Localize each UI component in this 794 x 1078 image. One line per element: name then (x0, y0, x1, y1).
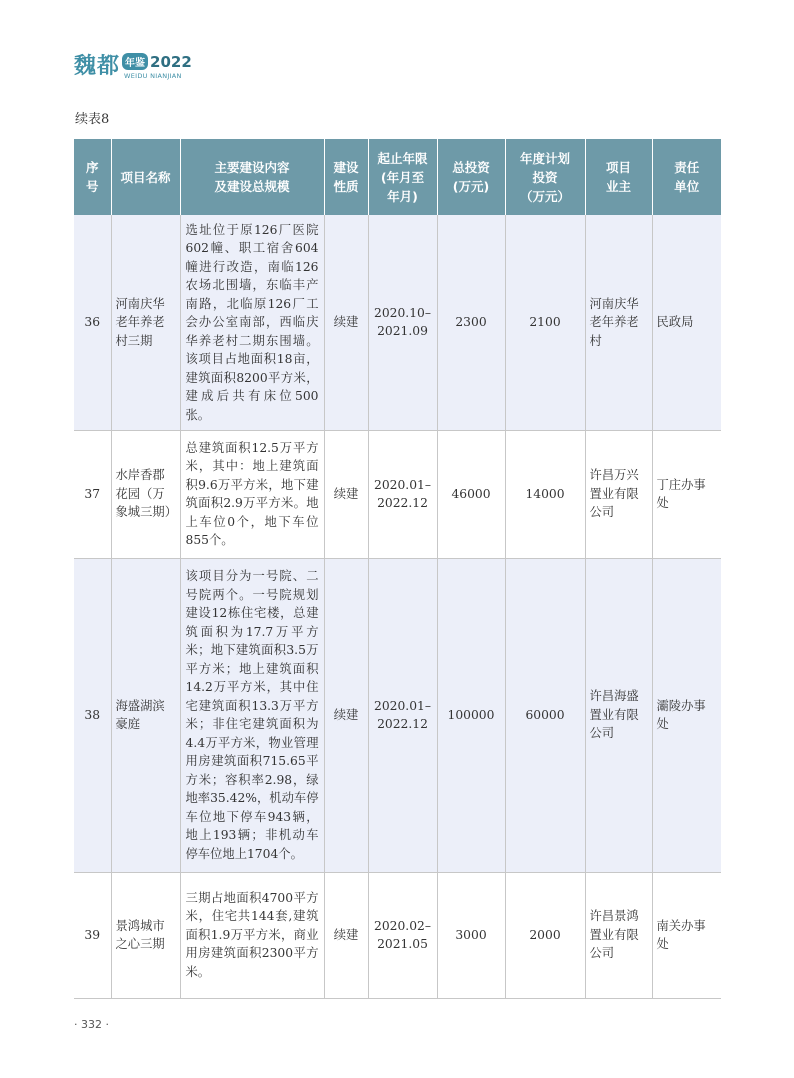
row-content: 该项目分为一号院、二号院两个。一号院规划建设12栋住宅楼，总建筑面积为17.7万平方米；地下建筑面积3.5万平方米；地上建筑面积14.2万平方米，其中住宅建筑面积13.3万平方米；非住宅建筑面积为4.4万平方米，物业管理用房建筑面积715.65平方米；容积率2.98，绿地率35.42%，机动车停车位地下停车943辆，地上193辆；非机动车停车位地上1704个。 (180, 558, 324, 872)
row-owner: 许昌景鸿置业有限公司 (585, 872, 652, 998)
table-header-row (74, 139, 721, 215)
col-header-content: 主要建设内容 及建设总规模 (180, 139, 324, 215)
row-owner: 河南庆华老年养老村 (585, 215, 652, 430)
col-header-owner: 项目 业主 (585, 139, 652, 215)
col-header-period: 起止年限 (年月至 年月) (368, 139, 437, 215)
row-nature: 续建 (324, 215, 368, 430)
logo-year: 2022 (150, 53, 192, 71)
page-number: · 332 · (74, 1018, 109, 1031)
row-annual: 2000 (505, 872, 585, 998)
row-owner: 许昌海盛置业有限公司 (585, 558, 652, 872)
row-name: 海盛湖滨豪庭 (111, 558, 180, 872)
table-row (74, 215, 721, 430)
row-period: 2020.01– 2022.12 (368, 558, 437, 872)
row-period: 2020.01– 2022.12 (368, 430, 437, 558)
row-unit: 民政局 (652, 215, 721, 430)
row-no: 38 (74, 558, 111, 872)
projects-table (74, 139, 721, 999)
row-no: 37 (74, 430, 111, 558)
row-no: 36 (74, 215, 111, 430)
row-content: 选址位于原126厂医院602幢、职工宿舍604幢进行改造，南临126农场北围墙，东临丰产南路，北临原126厂工会办公室南部，西临庆华养老村二期东围墙。该项目占地面积18亩，建筑面积8200平方米，建成后共有床位500张。 (180, 215, 324, 430)
row-period: 2020.02– 2021.05 (368, 872, 437, 998)
row-annual: 2100 (505, 215, 585, 430)
table-row (74, 872, 721, 998)
col-header-name: 项目名称 (111, 139, 180, 215)
row-annual: 14000 (505, 430, 585, 558)
row-total: 3000 (437, 872, 505, 998)
row-period: 2020.10– 2021.09 (368, 215, 437, 430)
row-name: 景鸿城市之心三期 (111, 872, 180, 998)
row-content: 总建筑面积12.5万平方米，其中：地上建筑面积9.6万平方米，地下建筑面积2.9万平方米。地上车位0个，地下车位855个。 (180, 430, 324, 558)
row-name: 水岸香郡花园（万象城三期） (111, 430, 180, 558)
logo-title: 魏都 (74, 53, 121, 79)
row-nature: 续建 (324, 558, 368, 872)
row-nature: 续建 (324, 872, 368, 998)
col-header-unit: 责任 单位 (652, 139, 721, 215)
row-name: 河南庆华老年养老村三期 (111, 215, 180, 430)
table-row (74, 430, 721, 558)
row-total: 46000 (437, 430, 505, 558)
logo-subtitle: WEIDU NIANJIAN (124, 72, 182, 80)
row-owner: 许昌万兴置业有限公司 (585, 430, 652, 558)
col-header-nature: 建设 性质 (324, 139, 368, 215)
row-unit: 丁庄办事处 (652, 430, 721, 558)
row-no: 39 (74, 872, 111, 998)
row-unit: 灞陵办事处 (652, 558, 721, 872)
row-total: 2300 (437, 215, 505, 430)
row-unit: 南关办事处 (652, 872, 721, 998)
table-caption: 续表8 (75, 112, 110, 127)
row-nature: 续建 (324, 430, 368, 558)
col-header-annual: 年度计划 投资 （万元） (505, 139, 585, 215)
logo-badge: 年鉴 (122, 53, 148, 70)
col-header-no: 序 号 (74, 139, 111, 215)
col-header-total: 总投资 (万元) (437, 139, 505, 215)
table-row (74, 558, 721, 872)
row-total: 100000 (437, 558, 505, 872)
row-content: 三期占地面积4700平方米，住宅共144套,建筑面积1.9万平方米，商业用房建筑面积2300平方米。 (180, 872, 324, 998)
row-annual: 60000 (505, 558, 585, 872)
